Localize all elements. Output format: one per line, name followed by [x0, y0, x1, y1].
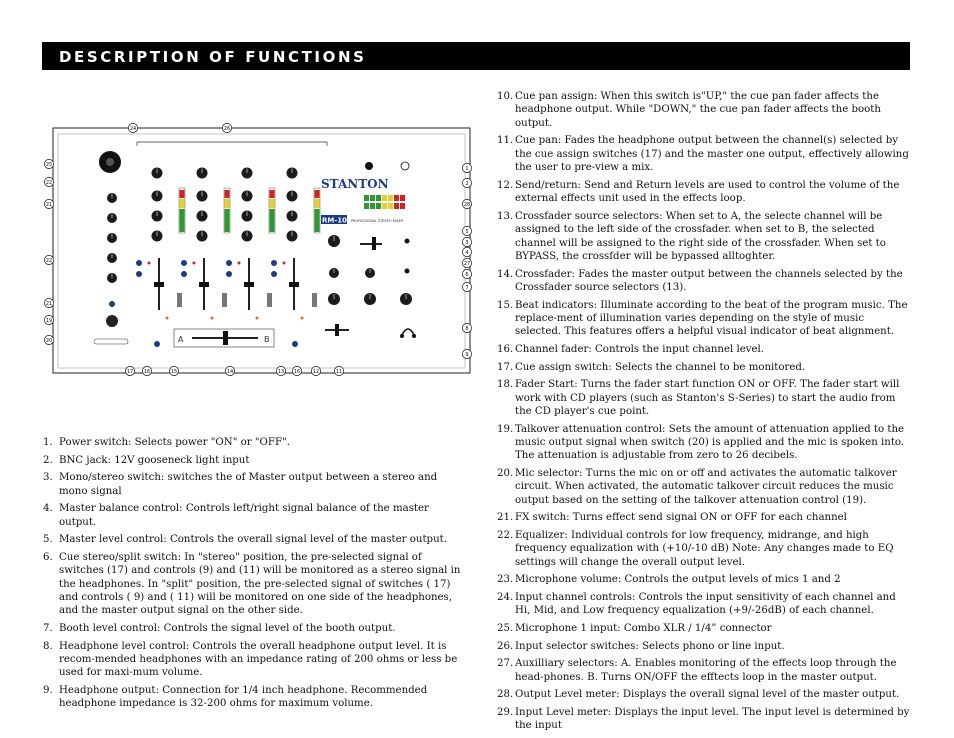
item-text: Power switch: Selects power "ON" or "OFF".	[59, 437, 290, 448]
item-number: 28.	[497, 689, 514, 701]
function-item	[43, 533, 461, 546]
channel-fader	[244, 282, 254, 287]
item-text: Master balance control: Controls left/right signal balance of the master output.	[59, 503, 429, 528]
function-item	[43, 502, 461, 529]
crossfader-knob	[223, 331, 228, 345]
section-banner	[42, 42, 910, 70]
item-text: Headphone output: Connection for 1/4 inch headphone. Recommended headphone impedance is 32-200 ohms for maximum volume.	[59, 685, 428, 710]
item-number: 4.	[43, 503, 53, 515]
item-text: Channel fader: Controls the input channel level.	[515, 344, 765, 356]
item-number: 9.	[43, 685, 53, 696]
callout-number: 28	[463, 201, 471, 208]
item-number: 26.	[497, 640, 514, 652]
item-number: 11.	[497, 135, 514, 147]
callout-marker	[462, 199, 471, 208]
function-item	[497, 622, 911, 635]
function-item	[43, 622, 461, 635]
function-item	[497, 591, 911, 618]
callout-number: 15	[170, 368, 178, 375]
callout-marker	[311, 366, 320, 375]
function-item	[497, 179, 911, 206]
callout-marker	[128, 123, 137, 132]
brand-logo: STANTON	[321, 177, 389, 191]
item-number: 16.	[497, 344, 514, 356]
callout-number: 12	[312, 368, 320, 375]
item-text: Talkover attenuation control: Sets the amount of attenuation applied to the music output signal when switch (20) is applied and the mic is spoken into. The attenuation is adjustable from zero to 26 decibels.	[515, 423, 905, 462]
function-item	[497, 90, 911, 130]
item-number: 25.	[497, 623, 514, 635]
callout-marker	[169, 366, 178, 375]
callout-marker	[462, 163, 471, 172]
callout-marker	[225, 366, 234, 375]
model-name: RM-100	[322, 216, 352, 225]
item-number: 1.	[43, 437, 53, 448]
item-number: 29.	[497, 706, 514, 718]
callout-marker	[462, 269, 471, 278]
callout-marker	[44, 177, 53, 186]
function-item	[43, 454, 461, 467]
item-number: 24.	[497, 592, 514, 604]
callout-number: 8	[465, 325, 469, 332]
function-item	[497, 210, 911, 264]
item-text: Auxilliary selectors: A. Enables monitoring of the effects loop through the head-phones. B. Turns ON/OFF the efftects loop in the master output.	[515, 658, 897, 683]
channel-fader	[154, 282, 164, 287]
callout-number: 16	[293, 368, 301, 375]
item-number: 10.	[497, 91, 514, 102]
item-text: Master level control: Controls the overall signal level of the master output.	[59, 534, 447, 546]
function-item	[497, 573, 911, 586]
item-text: Cue pan: Fades the headphone output between the channel(s) selected by the cue assign switches (17) and the master one output, effectively allowing the user to pre-view a mix.	[515, 135, 909, 174]
callout-marker	[44, 199, 53, 208]
item-text: Crossfader source selectors: When set to A, the selecte channel will be assigned to the left side of the crossfader. when set to B, the selected channel will be assigned to the right side of the crossfader. When set to BYPASS, the crossfder will be bypassed alltoghter.	[515, 210, 886, 263]
mixer-illustration	[42, 118, 474, 380]
callout-number: 9	[465, 351, 469, 358]
function-list-left	[43, 436, 461, 715]
callout-marker	[44, 335, 53, 344]
item-number: 19.	[497, 423, 514, 435]
callout-marker	[276, 366, 285, 375]
callout-number: 21	[45, 300, 53, 307]
function-item	[43, 436, 461, 449]
item-text: Booth level control: Controls the signal level of the booth output.	[59, 623, 396, 634]
function-item	[497, 299, 911, 339]
function-item	[43, 640, 461, 680]
item-text: Cue pan assign: When this switch is"UP," the cue pan fader affects the headphone output. While "DOWN," the cue pan fader affects the booth output.	[515, 91, 881, 129]
callout-marker	[222, 123, 231, 132]
callout-number: 26	[223, 125, 231, 132]
callout-marker	[142, 366, 151, 375]
function-item	[43, 684, 461, 711]
function-item	[497, 423, 911, 463]
function-item	[497, 657, 911, 684]
callout-number: 22	[45, 179, 53, 186]
function-item	[497, 529, 911, 569]
function-item	[497, 361, 911, 374]
callout-marker	[125, 366, 134, 375]
callout-number: 2	[465, 180, 469, 187]
item-text: Input Level meter: Displays the input level. The input level is determined by the input	[515, 706, 910, 732]
item-text: Cue stereo/split switch: In "stereo" position, the pre-selected signal of switches (17) and controls (9) and (11) will be monitored as a stereo signal in the headphones. In "split" position, the pre-selected signal of switches ( 17) and controls ( 9) and ( 11) will be monitored on one side of the headphones, and the master output signal on the other side.	[59, 551, 461, 617]
function-item	[497, 706, 911, 733]
item-number: 17.	[497, 361, 514, 373]
function-item	[43, 471, 461, 498]
item-text: Input channel controls: Controls the input sensitivity of each channel and Hi, Mid, and Low frequency equalization (+9/-26dB) of each channel.	[515, 592, 896, 617]
callout-number: 14	[226, 368, 234, 375]
item-number: 3.	[43, 472, 53, 484]
callout-marker	[44, 298, 53, 307]
callout-marker	[462, 226, 471, 235]
item-text: Mic selector: Turns the mic on or off and activates the automatic talkover circuit. When activated, the automatic talkover circuit reduces the music output based on the setting of the talkover attenuation control (19).	[515, 468, 897, 506]
callout-number: 1	[465, 165, 469, 172]
callout-marker	[334, 366, 343, 375]
callout-number: 11	[335, 368, 343, 375]
callout-number: 25	[45, 161, 53, 168]
item-text: Beat indicators: Illuminate according to the beat of the program music. The replace-ment of illumination varies depending on the style of music selected. This features offers a helpful visual indicator of beat alignment.	[515, 299, 908, 338]
model-subtitle: PROFESSIONAL STEREO MIXER	[351, 219, 404, 223]
callout-number: 27	[463, 260, 471, 267]
item-text: Fader Start: Turns the fader start function ON or OFF. The fader start will work with CD players (such as Stanton's S-Series) to start the audio from the CD player's cue point.	[515, 379, 900, 418]
callout-number: 5	[465, 228, 469, 235]
callout-marker	[462, 282, 471, 291]
item-text: Crossfader: Fades the master output between the channels selected by the Crossfader source selectors (13).	[515, 268, 903, 294]
callout-marker	[462, 178, 471, 187]
item-text: Cue assign switch: Selects the channel to be monitored.	[515, 361, 806, 373]
callout-marker	[292, 366, 301, 375]
item-number: 22.	[497, 530, 514, 542]
item-text: Microphone 1 input: Combo XLR / 1/4” connector	[515, 623, 772, 635]
function-item	[43, 551, 461, 618]
item-number: 12.	[497, 179, 514, 191]
function-item	[497, 343, 911, 356]
channel-fader	[199, 282, 209, 287]
callout-marker	[462, 323, 471, 332]
item-number: 2.	[43, 454, 53, 466]
item-number: 14.	[497, 268, 514, 280]
item-number: 13.	[497, 210, 514, 222]
item-number: 8.	[43, 640, 53, 652]
callout-marker	[44, 255, 53, 264]
function-item	[497, 640, 911, 653]
callout-number: 22	[45, 257, 53, 264]
item-text: Microphone volume: Controls the output levels of mics 1 and 2	[515, 574, 841, 586]
item-text: FX switch: Turns effect send signal ON or OFF for each channel	[515, 512, 847, 524]
item-number: 21.	[497, 512, 514, 524]
item-number: 20.	[497, 468, 514, 480]
callout-number: 20	[45, 337, 53, 344]
item-text: Equalizer: Individual controls for low frequency, midrange, and high frequency equalization with (+10/-10 dB) Note: Any changes made to EQ settings will change the overall output level.	[515, 530, 894, 568]
callout-number: 16	[143, 368, 151, 375]
callout-marker	[462, 349, 471, 358]
callout-number: 19	[45, 317, 53, 324]
item-number: 15.	[497, 299, 514, 311]
item-text: Mono/stereo switch: switches the of Master output between a stereo and mono signal	[59, 472, 438, 497]
mixer-diagram	[42, 118, 474, 380]
callout-marker	[44, 315, 53, 324]
item-text: Input selector switches: Selects phono or line input.	[515, 640, 785, 652]
item-number: 5.	[43, 534, 53, 546]
callout-number: 4	[465, 249, 469, 256]
function-item	[497, 268, 911, 295]
callout-number: 13	[277, 368, 285, 375]
callout-marker	[462, 247, 471, 256]
callout-marker	[462, 258, 471, 267]
function-item	[497, 688, 911, 701]
svg-text:A: A	[178, 335, 184, 344]
function-item	[497, 134, 911, 174]
callout-number: 3	[465, 239, 469, 246]
item-text: BNC jack: 12V gooseneck light input	[59, 454, 250, 466]
item-text: Send/return: Send and Return levels are used to control the volume of the external effects unit used in the effects loop.	[515, 179, 900, 205]
channel-fader	[289, 282, 299, 287]
item-number: 7.	[43, 623, 53, 634]
callout-marker	[462, 237, 471, 246]
item-number: 18.	[497, 379, 514, 391]
svg-text:B: B	[264, 335, 270, 344]
item-text: Headphone level control: Controls the overall headphone output level. It is recom-mended headphones with an impedance rating of 200 ohms or less be used for maxi-mum volume.	[59, 640, 458, 679]
callout-number: 24	[129, 125, 137, 132]
callout-number: 7	[465, 284, 469, 291]
callout-marker	[44, 159, 53, 168]
page-title: DESCRIPTION OF FUNCTIONS	[59, 48, 367, 66]
item-number: 23.	[497, 574, 514, 586]
item-number: 27.	[497, 658, 514, 670]
function-list-right	[497, 90, 911, 737]
callout-number: 21	[45, 201, 53, 208]
function-item	[497, 378, 911, 418]
callout-number: 17	[126, 368, 134, 375]
item-number: 6.	[43, 551, 53, 563]
item-text: Output Level meter: Displays the overall signal level of the master output.	[515, 689, 900, 701]
function-item	[497, 467, 911, 507]
callout-number: 6	[465, 271, 469, 278]
function-item	[497, 511, 911, 524]
